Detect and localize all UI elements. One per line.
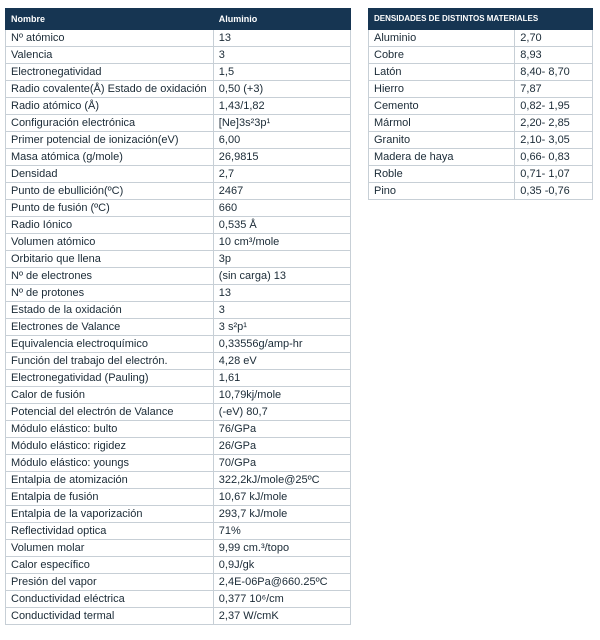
table-row xyxy=(6,251,351,268)
table-row xyxy=(6,472,351,489)
cell-value: 76/GPa xyxy=(213,421,350,438)
cell-label: Estado de la oxidación xyxy=(6,302,214,319)
table-row xyxy=(6,234,351,251)
cell-value: 0,82- 1,95 xyxy=(515,98,593,115)
cell-label: Electronegatividad (Pauling) xyxy=(6,370,214,387)
header-row xyxy=(369,9,593,30)
cell-value: 71% xyxy=(213,523,350,540)
cell-label: Radio atómico (Å) xyxy=(6,98,214,115)
cell-value: 3p xyxy=(213,251,350,268)
table-row xyxy=(369,98,593,115)
cell-label: Módulo elástico: bulto xyxy=(6,421,214,438)
table-row xyxy=(6,302,351,319)
table-row xyxy=(6,336,351,353)
cell-label: Madera de haya xyxy=(369,149,515,166)
cell-label: Radio covalente(Å) Estado de oxidación xyxy=(6,81,214,98)
table-row xyxy=(369,166,593,183)
cell-value: 1,43/1,82 xyxy=(213,98,350,115)
cell-label: Conductividad eléctrica xyxy=(6,591,214,608)
table-row xyxy=(369,81,593,98)
table-row xyxy=(6,149,351,166)
cell-label: Configuración electrónica xyxy=(6,115,214,132)
table-row xyxy=(369,183,593,200)
cell-label: Entalpia de fusión xyxy=(6,489,214,506)
header-row xyxy=(6,9,351,30)
table-row xyxy=(6,370,351,387)
cell-label: Orbitario que llena xyxy=(6,251,214,268)
table-row xyxy=(6,268,351,285)
cell-value: 3 xyxy=(213,47,350,64)
cell-value: 0,535 Å xyxy=(213,217,350,234)
header-cell-name: Nombre xyxy=(6,9,214,30)
cell-label: Calor de fusión xyxy=(6,387,214,404)
cell-value: 0,66- 0,83 xyxy=(515,149,593,166)
cell-label: Radio Iónico xyxy=(6,217,214,234)
cell-label: Roble xyxy=(369,166,515,183)
table-row xyxy=(6,30,351,47)
table-row xyxy=(6,574,351,591)
table-row xyxy=(369,30,593,47)
cell-label: Entalpia de atomización xyxy=(6,472,214,489)
cell-value: (sin carga) 13 xyxy=(213,268,350,285)
table-row xyxy=(369,47,593,64)
cell-value: 2,10- 3,05 xyxy=(515,132,593,149)
cell-label: Nº de electrones xyxy=(6,268,214,285)
cell-label: Latón xyxy=(369,64,515,81)
cell-value: 2,37 W/cmK xyxy=(213,608,350,625)
cell-label: Función del trabajo del electrón. xyxy=(6,353,214,370)
table-row xyxy=(6,217,351,234)
cell-label: Calor específico xyxy=(6,557,214,574)
cell-label: Mármol xyxy=(369,115,515,132)
table-row xyxy=(6,438,351,455)
cell-value: 8,40- 8,70 xyxy=(515,64,593,81)
cell-value: 322,2kJ/mole@25ºC xyxy=(213,472,350,489)
table-row xyxy=(6,591,351,608)
cell-label: Cemento xyxy=(369,98,515,115)
cell-value: 2,7 xyxy=(213,166,350,183)
table-row xyxy=(6,540,351,557)
cell-label: Potencial del electrón de Valance xyxy=(6,404,214,421)
cell-value: 10,67 kJ/mole xyxy=(213,489,350,506)
cell-label: Reflectividad optica xyxy=(6,523,214,540)
densities-title: DENSIDADES DE DISTINTOS MATERIALES xyxy=(369,9,593,30)
table-row xyxy=(6,115,351,132)
cell-label: Entalpia de la vaporización xyxy=(6,506,214,523)
cell-label: Nº de protones xyxy=(6,285,214,302)
cell-value: 8,93 xyxy=(515,47,593,64)
table-row xyxy=(6,285,351,302)
cell-value: 26,9815 xyxy=(213,149,350,166)
cell-value: 3 s²p¹ xyxy=(213,319,350,336)
cell-value: 7,87 xyxy=(515,81,593,98)
cell-value: 2,20- 2,85 xyxy=(515,115,593,132)
table-row xyxy=(369,64,593,81)
table-row xyxy=(369,115,593,132)
cell-label: Hierro xyxy=(369,81,515,98)
cell-value: 1,61 xyxy=(213,370,350,387)
table-row xyxy=(6,455,351,472)
table-row xyxy=(6,608,351,625)
cell-value: 293,7 kJ/mole xyxy=(213,506,350,523)
cell-value: 10 cm³/mole xyxy=(213,234,350,251)
cell-label: Volumen molar xyxy=(6,540,214,557)
cell-value: 2467 xyxy=(213,183,350,200)
cell-value: 0,377 10⁶/cm xyxy=(213,591,350,608)
properties-table xyxy=(5,8,351,625)
cell-label: Presión del vapor xyxy=(6,574,214,591)
table-row xyxy=(6,183,351,200)
cell-value: 9,99 cm.³/topo xyxy=(213,540,350,557)
table-row xyxy=(6,506,351,523)
cell-value: (-eV) 80,7 xyxy=(213,404,350,421)
cell-label: Densidad xyxy=(6,166,214,183)
table-row xyxy=(6,387,351,404)
cell-value: 2,70 xyxy=(515,30,593,47)
cell-value: 0,9J/gk xyxy=(213,557,350,574)
cell-label: Punto de ebullición(ºC) xyxy=(6,183,214,200)
table-row xyxy=(6,200,351,217)
table-row xyxy=(369,149,593,166)
table-row xyxy=(6,404,351,421)
cell-label: Módulo elástico: youngs xyxy=(6,455,214,472)
cell-value: 660 xyxy=(213,200,350,217)
cell-value: 6,00 xyxy=(213,132,350,149)
cell-value: 70/GPa xyxy=(213,455,350,472)
cell-label: Electrones de Valance xyxy=(6,319,214,336)
table-row xyxy=(6,489,351,506)
cell-value: 0,33556g/amp-hr xyxy=(213,336,350,353)
densities-table xyxy=(368,8,593,200)
cell-label: Masa atómica (g/mole) xyxy=(6,149,214,166)
table-row xyxy=(6,353,351,370)
cell-label: Electronegatividad xyxy=(6,64,214,81)
table-row xyxy=(6,81,351,98)
cell-value: 3 xyxy=(213,302,350,319)
cell-label: Nº atómico xyxy=(6,30,214,47)
cell-label: Punto de fusión (ºC) xyxy=(6,200,214,217)
table-row xyxy=(6,523,351,540)
cell-value: 10,79kj/mole xyxy=(213,387,350,404)
cell-value: 26/GPa xyxy=(213,438,350,455)
table-row xyxy=(6,319,351,336)
cell-value: [Ne]3s²3p¹ xyxy=(213,115,350,132)
cell-label: Módulo elástico: rigidez xyxy=(6,438,214,455)
cell-label: Conductividad termal xyxy=(6,608,214,625)
cell-label: Pino xyxy=(369,183,515,200)
header-cell-element: Aluminio xyxy=(213,9,350,30)
table-row xyxy=(6,132,351,149)
cell-value: 4,28 eV xyxy=(213,353,350,370)
table-row xyxy=(369,132,593,149)
table-row xyxy=(6,64,351,81)
cell-value: 13 xyxy=(213,30,350,47)
table-row xyxy=(6,47,351,64)
cell-value: 13 xyxy=(213,285,350,302)
cell-value: 1,5 xyxy=(213,64,350,81)
cell-value: 0,50 (+3) xyxy=(213,81,350,98)
cell-label: Volumen atómico xyxy=(6,234,214,251)
table-row xyxy=(6,98,351,115)
cell-label: Equivalencia electroquímico xyxy=(6,336,214,353)
cell-label: Aluminio xyxy=(369,30,515,47)
table-row xyxy=(6,557,351,574)
cell-value: 2,4E-06Pa@660.25ºC xyxy=(213,574,350,591)
cell-label: Cobre xyxy=(369,47,515,64)
cell-label: Primer potencial de ionización(eV) xyxy=(6,132,214,149)
table-row xyxy=(6,421,351,438)
cell-value: 0,35 -0,76 xyxy=(515,183,593,200)
cell-label: Valencia xyxy=(6,47,214,64)
cell-value: 0,71- 1,07 xyxy=(515,166,593,183)
cell-label: Granito xyxy=(369,132,515,149)
table-row xyxy=(6,166,351,183)
